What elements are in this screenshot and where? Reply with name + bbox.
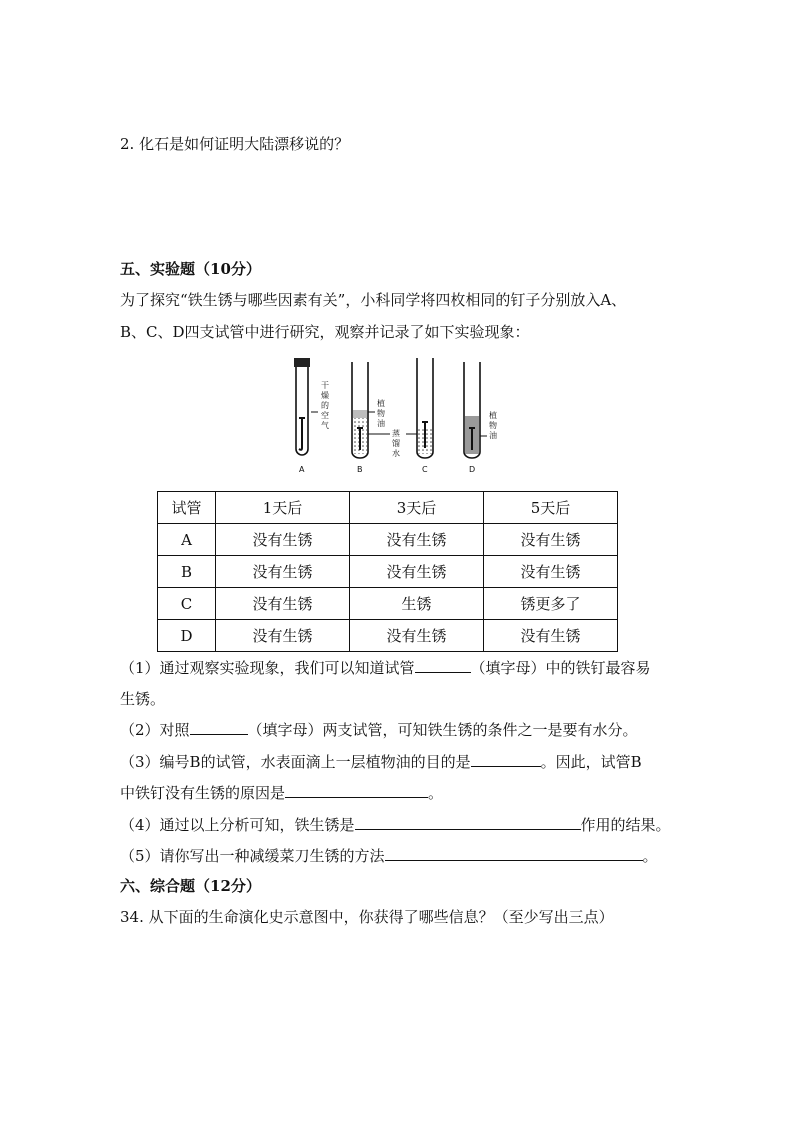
intro-line-1: 为了探究“铁生锈与哪些因素有关”，小科同学将四枚相同的钉子分别放入A、 [120,291,627,309]
question-4 [120,815,671,835]
q2-answer-blank[interactable] [190,720,248,735]
header-cell: 1天后 [216,492,350,524]
question-5 [120,846,658,866]
q3-answer-blank-2[interactable] [285,783,428,798]
table-cell: D [158,620,216,652]
table-cell: A [158,524,216,556]
tube-c [406,358,433,458]
q3-text-c: 中铁钉没有生锈的原因是 [120,784,286,802]
table-cell: 没有生锈 [350,524,484,556]
question-1-cont: 生锈。 [120,690,166,708]
q5-answer-blank[interactable] [385,846,643,861]
dry-air-char-1: 干 [321,381,329,390]
table-header-row [158,492,618,524]
water-char-1: 蒸 [392,429,400,438]
tube-a [294,358,318,455]
oil-d-char-3: 油 [489,431,497,440]
tube-label-b: B [357,465,363,474]
table-row [158,620,618,652]
tube-label-a: A [299,465,305,474]
question-2-sub [120,720,638,740]
section-5-title: 五、实验题（10分） [120,260,261,278]
intro-line-2: B、C、D四支试管中进行研究，观察并记录了如下实验现象： [120,323,530,341]
table-cell: 没有生锈 [216,620,350,652]
table-row [158,556,618,588]
question-2: 2. 化石是如何证明大陆漂移说的？ [120,135,350,153]
table-cell: 没有生锈 [216,556,350,588]
q4-text-a: （4）通过以上分析可知，铁生锈是 [120,816,355,834]
q3-text-b: 。因此，试管B [540,753,642,771]
q2-text-b: （填字母）两支试管，可知铁生锈的条件之一是要有水分。 [247,721,638,739]
q5-text-b: 。 [642,847,658,865]
table-row [158,588,618,620]
table-cell: 没有生锈 [350,556,484,588]
q5-text-a: （5）请你写出一种减缓菜刀生锈的方法 [120,847,385,865]
table-cell: B [158,556,216,588]
q1-text-a: （1）通过观察实验现象，我们可以知道试管 [120,659,415,677]
oil-d-char-1: 植 [489,411,497,420]
water-char-3: 水 [392,449,400,458]
q1-text-b: （填字母）中的铁钉最容易 [470,659,651,677]
q2-text-a: （2）对照 [120,721,190,739]
table-cell: 没有生锈 [484,620,618,652]
question-1 [120,658,651,678]
q3-text-a: （3）编号B的试管，水表面滴上一层植物油的目的是 [120,753,471,771]
q1-answer-blank[interactable] [415,658,471,673]
header-cell: 5天后 [484,492,618,524]
table-row [158,524,618,556]
q4-answer-blank[interactable] [355,815,581,830]
results-table [157,491,618,652]
header-cell: 试管 [158,492,216,524]
table-cell: 生锈 [350,588,484,620]
table-cell: 锈更多了 [484,588,618,620]
tube-label-c: C [422,465,428,474]
table-cell: 没有生锈 [484,524,618,556]
dry-air-char-3: 的 [321,401,329,410]
header-cell: 3天后 [350,492,484,524]
section-6-title: 六、综合题（12分） [120,877,261,895]
tube-a-label-dry-air [321,381,329,430]
table-cell: 没有生锈 [350,620,484,652]
table-cell: 没有生锈 [216,524,350,556]
table-cell: 没有生锈 [216,588,350,620]
q3-text-d: 。 [428,784,444,802]
dry-air-char-4: 空 [321,411,329,420]
tube-d [464,362,487,458]
question-34: 34. 从下面的生命演化史示意图中，你获得了哪些信息？（至少写出三点） [120,908,614,926]
q3-answer-blank-1[interactable] [471,752,541,767]
table-cell: C [158,588,216,620]
oil-d-char-2: 物 [489,421,497,430]
tube-label-d: D [469,465,476,474]
oil-b-char-2: 物 [377,409,385,418]
dry-air-char-2: 燥 [321,391,329,400]
water-char-2: 馏 [392,439,400,448]
oil-b-char-1: 植 [377,399,385,408]
test-tube-figure [285,356,515,476]
q4-text-b: 作用的结果。 [580,816,671,834]
dry-air-char-5: 气 [321,421,329,430]
table-cell: 没有生锈 [484,556,618,588]
question-3-cont [120,783,443,803]
oil-b-char-3: 油 [377,419,385,428]
question-3 [120,752,642,772]
